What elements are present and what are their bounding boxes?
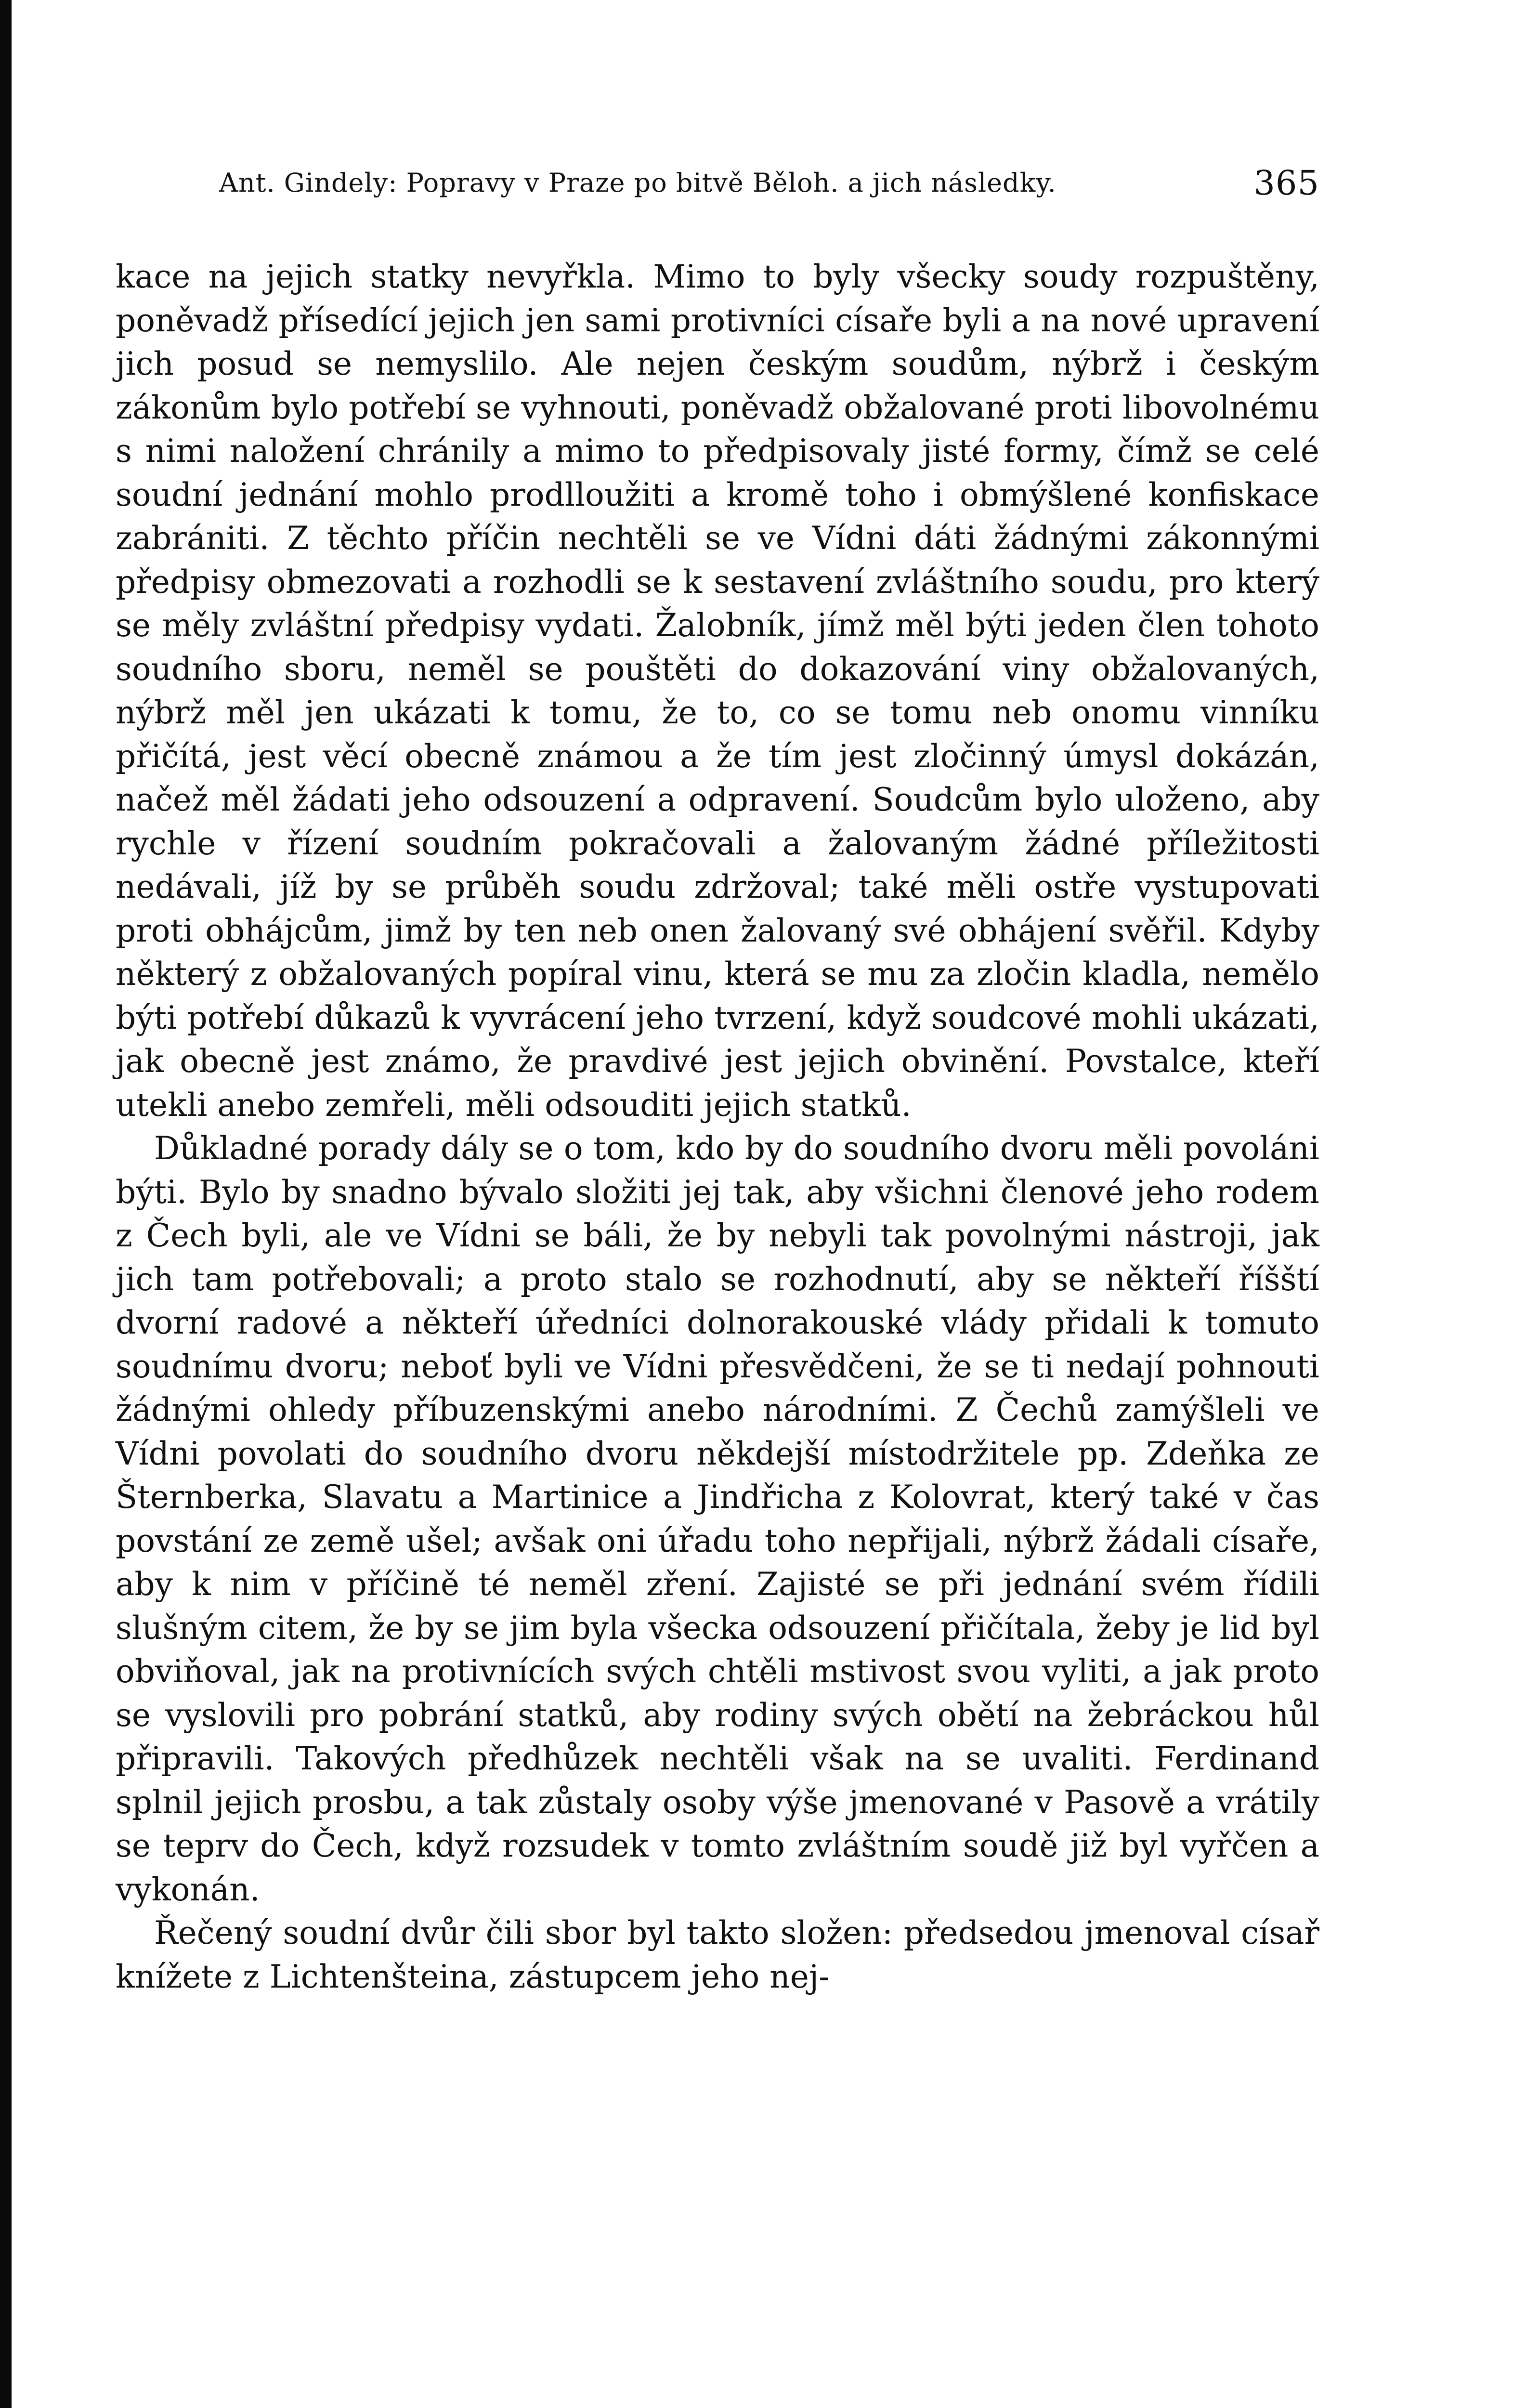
paragraph-2: Důkladné porady dály se o tom, kdo by do soudního dvoru měli povoláni býti. Bylo by snadno bývalo složiti jej tak, aby všichni členové jeho rodem z Čech byli, ale ve Vídni se báli, že by nebyli tak povolnými nástroji, jak jich tam potřebovali; a proto stalo se rozhodnutí, aby se někteří říšští dvorní radové a někteří úředníci dolnorakouské vlády přidali k tomuto soudnímu dvoru; neboť byli ve Vídni přesvědčeni, že se ti nedají pohnouti žádnými ohledy příbuzenskými anebo národními. Z Čechů zamýšleli ve Vídni povolati do soudního dvoru někdejší místodržitele pp. Zdeňka ze Šternberka, Slavatu a Martinice a Jindřicha z Kolovrat, který také v čas povstání ze země ušel; avšak oni úřadu toho nepřijali, nýbrž žádali císaře, aby k nim v příčině té neměl zření. Zajisté se při jednání svém řídili slušným citem, že by se jim byla všecka odsouzení přičítala, žeby je lid byl obviňoval, jak na protivnících svých chtěli mstivost svou vyliti, a jak proto se vyslovili pro pobrání statků, aby rodiny svých obětí na žebráckou hůl připravili. Takových předhůzek nechtěli však na se uvaliti. Ferdinand splnil jejich prosbu, a tak zůstaly osoby výše jmenované v Pasově a vrátily se teprv do Čech, když rozsudek v tomto zvláštním soudě již byl vyřčen a vykonán. — [116, 1130, 1319, 1908]
running-title: Ant. Gindely: Popravy v Praze po bitvě Běloh. a jich následky. — [219, 168, 1056, 198]
page-number: 365 — [1253, 163, 1319, 203]
paragraph-1: kace na jejich statky nevyřkla. Mimo to byly všecky soudy rozpuštěny, poněvadž přísedící jejich jen sami protivníci císaře byli a na nové upravení jich posud se nemyslilo. Ale nejen českým soudům, nýbrž i českým zákonům bylo potřebí se vyhnouti, poněvadž obžalované proti libovolnému s nimi naložení chránily a mimo to předpisovaly jisté formy, čímž se celé soudní jednání mohlo prodlloužiti a kromě toho i obmýšlené konfiskace zabrániti. Z těchto příčin nechtěli se ve Vídni dáti žádnými zákonnými předpisy obmezovati a rozhodli se k sestavení zvláštního soudu, pro který se měly zvláštní předpisy vydati. Žalobník, jímž měl býti jeden člen tohoto soudního sboru, neměl se pouštěti do dokazování viny obžalovaných, nýbrž měl jen ukázati k tomu, že to, co se tomu neb onomu vinníku přičítá, jest věcí obecně známou a že tím jest zločinný úmysl dokázán, načež měl žádati jeho odsouzení a odpravení. Soudcům bylo uloženo, aby rychle v řízení soudním pokračovali a žalovaným žádné příležitosti nedávali, jíž by se průběh soudu zdržoval; také měli ostře vystupovati proti obhájcům, jimž by ten neb onen žalovaný své obhájení svěřil. Kdyby některý z obžalovaných popíral vinu, která se mu za zločin kladla, nemělo býti potřebí důkazů k vyvrácení jeho tvrzení, když soudcové mohli ukázati, jak obecně jest známo, že pravdivé jest jejich obvinění. Povstalce, kteří utekli anebo zemřeli, měli odsouditi jejich statků. — [116, 258, 1319, 1124]
body-text — [116, 255, 1319, 1999]
scan-left-edge — [0, 0, 12, 2408]
book-page — [116, 154, 1319, 1999]
paragraph-3: Řečený soudní dvůr čili sbor byl takto složen: předsedou jmenoval císař knížete z Lichtenšteina, zástupcem jeho nej- — [116, 1914, 1319, 1995]
running-header — [116, 154, 1319, 212]
